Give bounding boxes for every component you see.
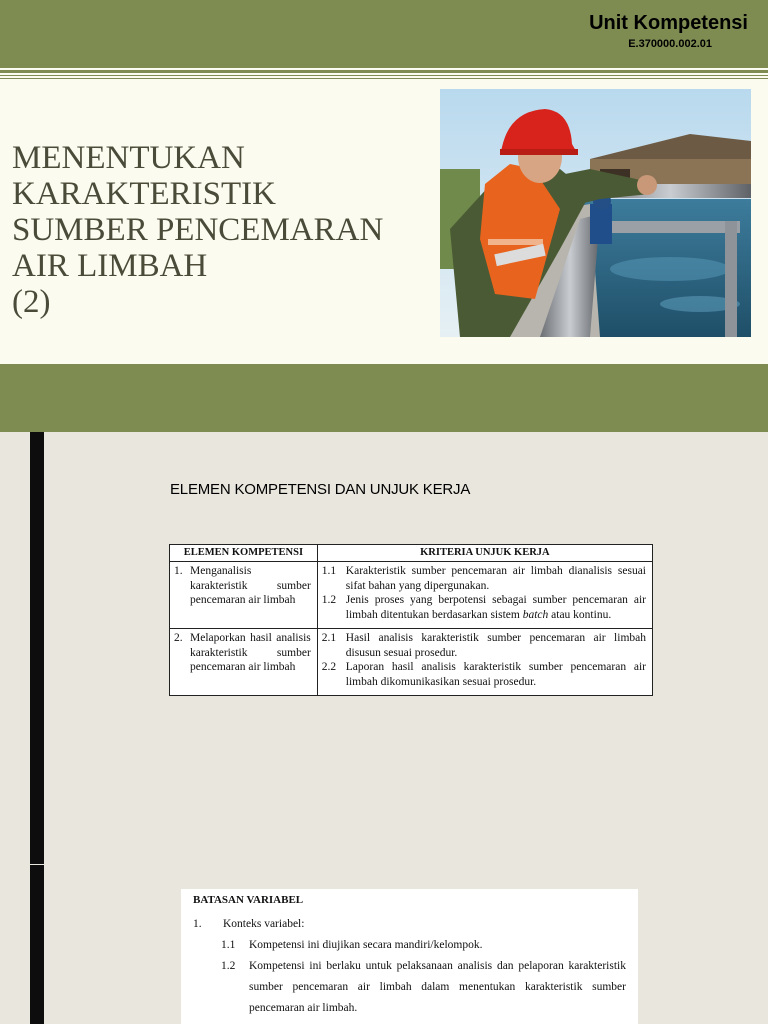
- section-heading: ELEMEN KOMPETENSI DAN UNJUK KERJA: [170, 481, 471, 498]
- header-band: [0, 0, 768, 68]
- criteria-text: [346, 593, 646, 622]
- header-rule-thin: [0, 78, 768, 79]
- criteria-number: 2.1: [321, 632, 337, 644]
- criteria-text: Karakteristik sumber pencemaran air limbah dianalisis sesuai sifat bahan yang dipergunakan.: [345, 565, 646, 592]
- criteria-text-part: atau kontinu.: [548, 608, 612, 621]
- title-line: KARAKTERISTIK: [12, 176, 276, 212]
- element-cell: [170, 562, 318, 629]
- criteria-text: Laporan hasil analisis karakteristik sumber pencemaran air limbah dikomunikasikan sesuai prosedur.: [345, 661, 646, 688]
- list-number: 1.2: [221, 960, 236, 972]
- header-rule-thick: [0, 70, 768, 73]
- variable-limits-slide: [0, 865, 768, 1024]
- competency-table: [169, 544, 653, 696]
- list-number: 1.: [193, 918, 202, 930]
- element-text: Melaporkan hasil analisis karakteristik sumber pencemaran air limbah: [190, 632, 311, 673]
- title-line: (2): [12, 284, 51, 320]
- unit-code: E.370000.002.01: [628, 38, 712, 50]
- criteria-text: Hasil analisis karakteristik sumber pencemaran air limbah disusun sesuai prosedur.: [345, 632, 646, 659]
- criteria-cell: [317, 629, 652, 696]
- list-item: [193, 956, 626, 1019]
- title-line: SUMBER PENCEMARAN: [12, 212, 384, 248]
- column-header: ELEMEN KOMPETENSI: [170, 545, 318, 562]
- element-text: Menganalisis karakteristik sumber pencemaran air limbah: [190, 565, 311, 606]
- title-line: AIR LIMBAH: [12, 248, 208, 284]
- criteria-number: 2.2: [321, 661, 337, 673]
- footer-band: [0, 364, 768, 432]
- list-item: [193, 935, 626, 956]
- criteria-number: 1.1: [321, 565, 337, 577]
- list-text: Kompetensi ini berlaku untuk pelaksanaan analisis dan pelaporan karakteristik sumber pencemaran air limbah dalam menentukan karakteristik sumber pencemaran air limbah.: [249, 960, 626, 1014]
- unit-title: Unit Kompetensi: [589, 12, 748, 34]
- worker-illustration: [440, 89, 751, 337]
- list-text: Kompetensi ini diujikan secara mandiri/kelompok.: [249, 939, 483, 951]
- list-number: 1.1: [221, 939, 236, 951]
- header-rule-thin: [0, 75, 768, 76]
- table-row: [170, 629, 653, 696]
- criteria-cell: [317, 562, 652, 629]
- competency-slide: [0, 432, 768, 864]
- table-header-row: [170, 545, 653, 562]
- slide-title: [12, 140, 432, 320]
- left-sidebar-bar: [30, 432, 44, 864]
- column-header: KRITERIA UNJUK KERJA: [317, 545, 652, 562]
- criteria-italic-term: batch: [522, 608, 549, 621]
- criteria-number: 1.2: [321, 594, 337, 606]
- list-text: Konteks variabel:: [223, 918, 305, 930]
- list-item: [193, 914, 626, 935]
- variable-limits-box: [181, 889, 638, 1024]
- title-line: MENENTUKAN: [12, 140, 245, 176]
- criteria-text-part: Jenis proses yang berpotensi sebagai sumber pencemaran air limbah ditentukan berdasarkan sistem: [345, 594, 646, 621]
- element-cell: [170, 629, 318, 696]
- worker-photo: [440, 89, 751, 337]
- left-sidebar-bar: [30, 865, 44, 1024]
- element-number: 1.: [174, 565, 183, 577]
- box-title: BATASAN VARIABEL: [193, 894, 304, 906]
- title-slide: [0, 0, 768, 432]
- table-row: [170, 562, 653, 629]
- element-number: 2.: [174, 632, 183, 644]
